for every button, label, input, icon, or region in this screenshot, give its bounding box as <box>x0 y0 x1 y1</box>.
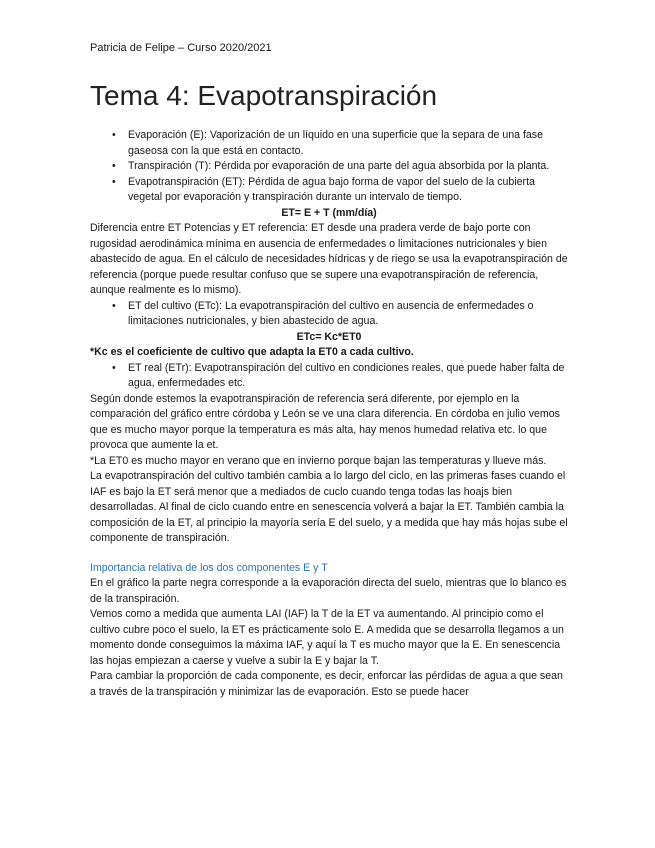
paragraph-note-et0: *La ET0 es mucho mayor en verano que en invierno porque bajan las temperaturas y llueve más. <box>90 454 547 467</box>
formula-et: ET= E + T (mm/día) <box>281 206 377 219</box>
list-item <box>90 128 568 159</box>
paragraph-ciclo: La evapotranspiración del cultivo también cambia a lo largo del ciclo, en las primeras fases cuando el IAF es bajo la ET será menor que a mediados de cuclo cuando tenga todas las hoajs bien desarrolladas. Al final de ciclo cuando entre en senescencia volverá a bajar la ET. También cambia la composición de la ET, al principio la mayoría sería E del suelo, y a medida que hay más hojas sube el componente de transpiración. <box>90 470 568 544</box>
list-item <box>90 159 568 175</box>
note-kc: *Kc es el coeficiente de cultivo que adapta la ET0 a cada cultivo. <box>90 346 414 358</box>
bullet-etr-text: ET real (ETr): Evapotranspiración del cultivo en condiciones reales, que puede haber falta de agua, enfermedades etc. <box>128 361 565 389</box>
page-title: Tema 4: Evapotranspiración <box>90 80 438 111</box>
bullet-icon: • <box>112 299 116 312</box>
paragraph-vemos: Vemos como a medida que aumenta LAI (IAF) la T de la ET va aumentando. Al principio como el cultivo cubre poco el suelo, la ET es prácticamente solo E. A medida que se desarrolla llegamos a un momento donde conseguimos la máxima IAF, y aquí la T es mucho mayor que la E. En senescencia las hojas empiezan a caerse y vuelve a subir la E y bajar la T. <box>90 608 564 667</box>
paragraph-cambiar: Para cambiar la proporción de cada componente, es decir, enforcar las pérdidas de agua a que sean a través de la transpiración y minimizar las de evaporación. Esto se puede hacer <box>90 670 563 698</box>
list-item <box>90 299 568 330</box>
definition-evaporacion: Evaporación (E): Vaporización de un líquido en una superficie que la separa de una fase gaseosa con la que está en contacto. <box>128 129 543 157</box>
definition-evapotranspiracion: Evapotranspiración (ET): Pérdida de agua bajo forma de vapor del suelo de la cubierta vegetal por evaporación y transpiración durante un intervalo de tiempo. <box>128 175 535 203</box>
etr-list <box>90 361 568 392</box>
paragraph-diferencia: Diferencia entre ET Potencias y ET referencia: ET desde una pradera verde de bajo porte con rugosidad aerodinámica mínima en ausencia de enfermedades o limitaciones nutricionales y bien abastecido de agua. En el cálculo de necesidades hídricas y de riego se usa la evapotranspiración de referencia (porque puede resultar confuso que se supere una evapotranspiración de referencia, aunque realmente es lo mismo). <box>90 222 568 296</box>
bullet-icon: • <box>112 160 116 172</box>
definitions-list <box>90 128 568 206</box>
page-header: Patricia de Felipe – Curso 2020/2021 <box>90 42 272 54</box>
section-heading: Importancia relativa de los dos componentes E y T <box>90 561 328 574</box>
bullet-etc-text: ET del cultivo (ETc): La evapotranspiración del cultivo en ausencia de enfermedades o limitaciones nutricionales, y bien abastecido de agua. <box>128 299 534 327</box>
list-item <box>90 361 568 392</box>
paragraph-segun: Según donde estemos la evapotranspiración de referencia será diferente, por ejemplo en la comparación del gráfico entre córdoba y León se ve una clara diferencia. En córdoba en julio vemos que es mucho mayor porque la temperatura es más alta, hay menos humedad relativa etc. lo que provoca que aumente la et. <box>90 392 560 451</box>
paragraph-grafico: En el gráfico la parte negra corresponde a la evaporación directa del suelo, mientras que lo blanco es de la transpiración. <box>90 577 567 605</box>
list-item <box>90 175 568 206</box>
bullet-icon: • <box>112 175 116 188</box>
etc-list <box>90 299 568 330</box>
formula-etc: ETc= Kc*ET0 <box>296 330 362 343</box>
bullet-icon: • <box>112 129 116 141</box>
bullet-icon: • <box>112 361 116 374</box>
document-body <box>90 128 568 700</box>
definition-transpiracion: Transpiración (T): Pérdida por evaporación de una parte del agua absorbida por la planta. <box>128 160 550 172</box>
